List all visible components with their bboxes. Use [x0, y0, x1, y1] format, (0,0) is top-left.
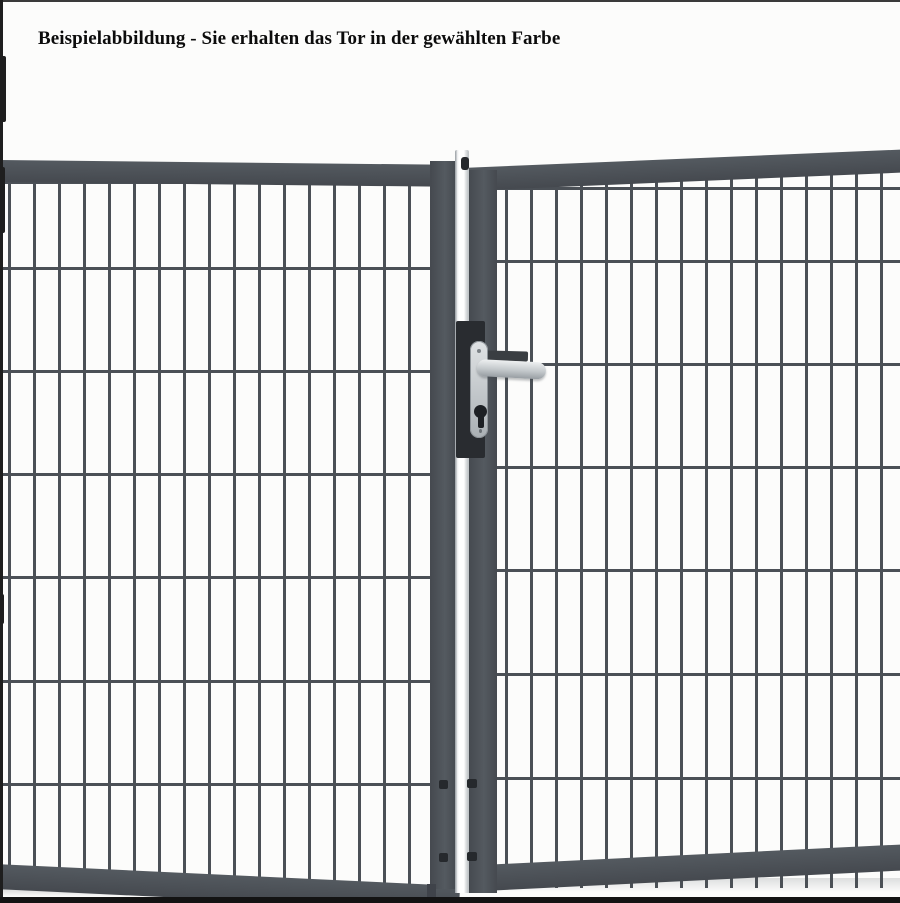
- caption-text: Beispielabbildung - Sie erhalten das Tor in der gewählten Farbe: [38, 28, 561, 49]
- mesh-vertical-bar: [283, 170, 286, 888]
- mesh-vertical-bar: [83, 170, 86, 888]
- door-handle-lever: [477, 359, 547, 380]
- mesh-vertical-bar: [233, 170, 236, 888]
- mesh-vertical-bar: [605, 172, 608, 888]
- mesh-vertical-bar: [408, 170, 411, 888]
- mesh-vertical-bar: [655, 172, 658, 888]
- mesh-vertical-bar: [805, 172, 808, 888]
- mesh-vertical-bar: [108, 170, 111, 888]
- photo-left-edge: [0, 0, 3, 901]
- mesh-horizontal-wire: [0, 370, 455, 373]
- mesh-vertical-bar: [258, 170, 261, 888]
- mesh-horizontal-wire: [0, 473, 455, 476]
- mesh-vertical-bar: [333, 170, 336, 888]
- keyhole-slot: [478, 415, 484, 428]
- mesh-vertical-bar: [530, 172, 533, 888]
- photo-edge-artifact: [0, 167, 5, 233]
- photo-edge-artifact: [0, 594, 4, 624]
- mesh-vertical-bar: [183, 170, 186, 888]
- mesh-horizontal-wire: [0, 783, 455, 786]
- mesh-horizontal-wire: [468, 777, 900, 780]
- mesh-vertical-bar: [208, 170, 211, 888]
- mesh-vertical-bar: [630, 172, 633, 888]
- photo-bottom-edge: [0, 897, 900, 903]
- photo-top-edge: [0, 0, 900, 2]
- mesh-vertical-bar: [383, 170, 386, 888]
- keyhole-dot: [479, 429, 482, 433]
- mesh-vertical-bar: [830, 172, 833, 888]
- mesh-vertical-bar: [33, 170, 36, 888]
- bolt-icon: [467, 779, 477, 788]
- mesh-vertical-bar: [555, 172, 558, 888]
- bolt-icon: [439, 853, 448, 862]
- mesh-vertical-bar: [158, 170, 161, 888]
- mesh-vertical-bar: [755, 172, 758, 888]
- mesh-vertical-bar: [580, 172, 583, 888]
- mesh-vertical-bar: [680, 172, 683, 888]
- mesh-horizontal-wire: [468, 569, 900, 572]
- mesh-vertical-bar: [780, 172, 783, 888]
- mesh-horizontal-wire: [468, 673, 900, 676]
- mesh-horizontal-wire: [0, 267, 455, 270]
- mesh-vertical-bar: [705, 172, 708, 888]
- photo-edge-artifact: [0, 56, 6, 122]
- mesh-vertical-bar: [505, 172, 508, 888]
- mesh-vertical-bar: [8, 170, 11, 888]
- screw-icon: [461, 157, 469, 170]
- screw-icon: [477, 349, 481, 353]
- mesh-vertical-bar: [855, 172, 858, 888]
- bolt-icon: [467, 852, 477, 861]
- bolt-icon: [439, 780, 448, 789]
- mesh-vertical-bar: [133, 170, 136, 888]
- mesh-vertical-bar: [358, 170, 361, 888]
- mesh-horizontal-wire: [468, 466, 900, 469]
- mesh-vertical-bar: [58, 170, 61, 888]
- mesh-horizontal-wire: [0, 680, 455, 683]
- mesh-vertical-bar: [880, 172, 883, 888]
- mesh-horizontal-wire: [0, 576, 455, 579]
- mesh-vertical-bar: [308, 170, 311, 888]
- mesh-horizontal-wire: [468, 260, 900, 263]
- mesh-vertical-bar: [730, 172, 733, 888]
